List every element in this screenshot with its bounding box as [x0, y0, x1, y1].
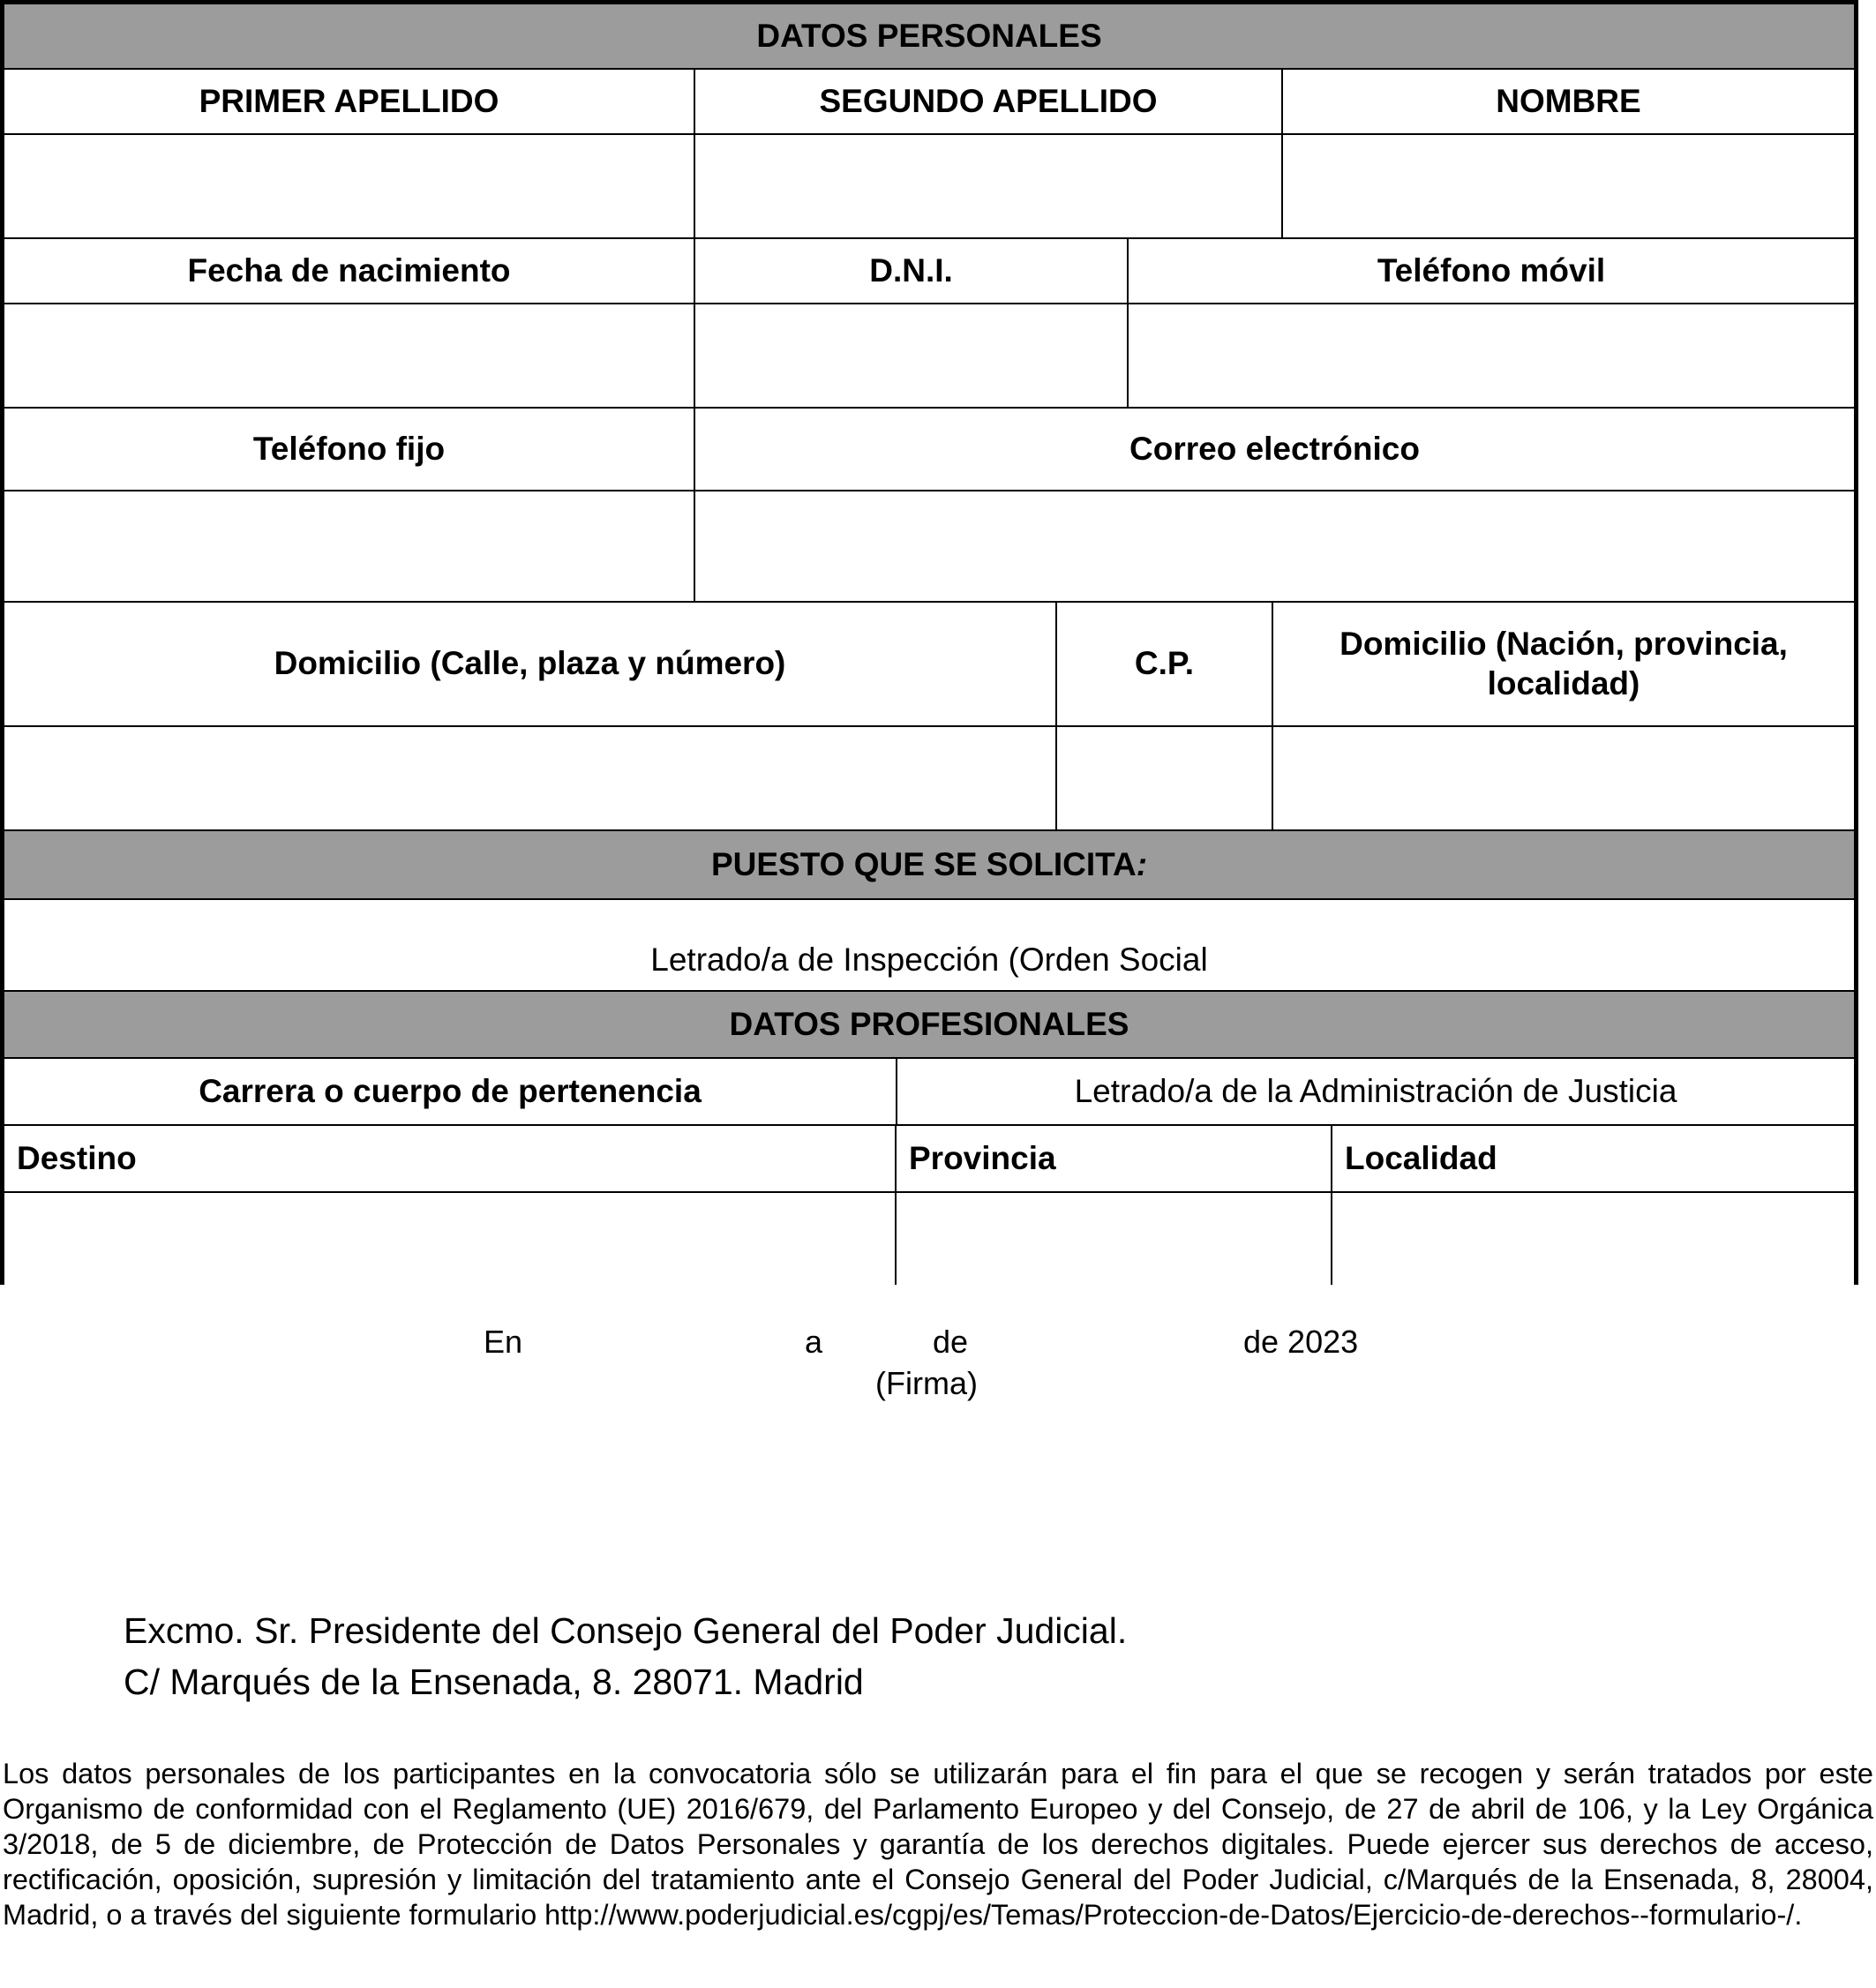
label-provincia: Provincia	[897, 1126, 1332, 1191]
row-id-fields	[4, 304, 1854, 409]
dni-field[interactable]	[695, 304, 1129, 407]
label-carrera: Carrera o cuerpo de pertenencia	[4, 1059, 897, 1124]
label-destino: Destino	[4, 1126, 897, 1191]
label-fecha-nacimiento: Fecha de nacimiento	[4, 239, 695, 303]
label-domicilio-nacion: Domicilio (Nación, provincia, localidad)	[1339, 626, 1788, 701]
puesto-title-colon: :	[1136, 845, 1148, 882]
date-a-label: a	[805, 1324, 823, 1360]
firma-label: (Firma)	[875, 1365, 978, 1401]
destino-field[interactable]	[4, 1193, 897, 1285]
row-destino-fields	[4, 1193, 1854, 1285]
section-header-datos-personales	[4, 4, 1854, 70]
primer-apellido-field[interactable]	[4, 135, 695, 237]
row-destino-labels	[4, 1126, 1854, 1193]
segundo-apellido-field[interactable]	[695, 135, 1283, 237]
provincia-field[interactable]	[897, 1193, 1332, 1285]
date-year-label: de 2023	[1243, 1324, 1359, 1360]
date-en-label: En	[484, 1324, 523, 1360]
section-header-datos-profesionales	[4, 992, 1854, 1059]
carrera-value: Letrado/a de la Administración de Justicia	[1074, 1072, 1677, 1109]
correo-field[interactable]	[695, 491, 1854, 601]
section-title-profesionales: DATOS PROFESIONALES	[729, 1005, 1129, 1042]
label-localidad: Localidad	[1345, 1139, 1497, 1176]
telefono-movil-field[interactable]	[1129, 304, 1854, 407]
section-title: DATOS PERSONALES	[756, 17, 1102, 54]
label-cp: C.P.	[1057, 603, 1273, 725]
label-dni: D.N.I.	[695, 239, 1129, 303]
row-address-fields	[4, 727, 1854, 831]
addressee-line-1: Excmo. Sr. Presidente del Consejo General del Poder Judicial.	[124, 1610, 1128, 1651]
row-address-labels	[4, 603, 1854, 727]
label-correo: Correo electrónico	[1129, 430, 1420, 467]
row-name-labels	[4, 70, 1854, 135]
nombre-field[interactable]	[1283, 135, 1854, 237]
row-carrera	[4, 1059, 1854, 1126]
addressee-line-2: C/ Marqués de la Ensenada, 8. 28071. Madrid	[124, 1662, 864, 1702]
row-puesto-value	[4, 900, 1854, 992]
label-domicilio-calle: Domicilio (Calle, plaza y número)	[4, 603, 1057, 725]
telefono-fijo-field[interactable]	[4, 491, 695, 601]
label-segundo-apellido: SEGUNDO APELLIDO	[695, 70, 1283, 133]
section-title-puesto	[4, 831, 1854, 898]
puesto-title: PUESTO QUE SE SOLICITA	[710, 845, 1137, 882]
label-primer-apellido: PRIMER APELLIDO	[4, 70, 695, 133]
domicilio-calle-field[interactable]	[4, 727, 1057, 829]
label-nombre: NOMBRE	[1496, 82, 1641, 119]
domicilio-nacion-field[interactable]	[1273, 727, 1854, 829]
row-contact-labels	[4, 409, 1854, 491]
puesto-value: Letrado/a de Inspección (Orden Social	[650, 941, 1208, 978]
row-name-fields	[4, 135, 1854, 239]
privacy-notice: Los datos personales de los participantes en la convocatoria sólo se utilizarán para el fin para el que se recogen y serán tratados por este Organismo de conformidad con el Reglamento (UE) 2016/679, del Parlamento Europeo y del Consejo, de 27 de abril de 106, y la Ley Orgánica 3/2018, de 5 de diciembre, de Protección de Datos Personales y garantía de los derechos digitales. Puede ejercer sus derechos de acceso, rectificación, oposición, supresión y limitación del tratamiento ante el Consejo General del Poder Judicial, c/Marqués de la Ensenada, 8, 28004, Madrid, o a través del siguiente formulario http://www.poderjudicial.es/cgpj/es/Temas/Proteccion-de-Datos/Ejercicio-de-derechos--formulario-/.	[3, 1758, 1873, 1931]
label-telefono-movil: Teléfono móvil	[1377, 251, 1606, 289]
label-telefono-fijo: Teléfono fijo	[4, 409, 695, 490]
fecha-nacimiento-field[interactable]	[4, 304, 695, 407]
row-contact-fields	[4, 491, 1854, 603]
date-de-label: de	[933, 1324, 969, 1360]
section-header-puesto	[4, 831, 1854, 900]
cp-field[interactable]	[1057, 727, 1273, 829]
localidad-field[interactable]	[1332, 1193, 1854, 1285]
row-id-labels	[4, 239, 1854, 304]
